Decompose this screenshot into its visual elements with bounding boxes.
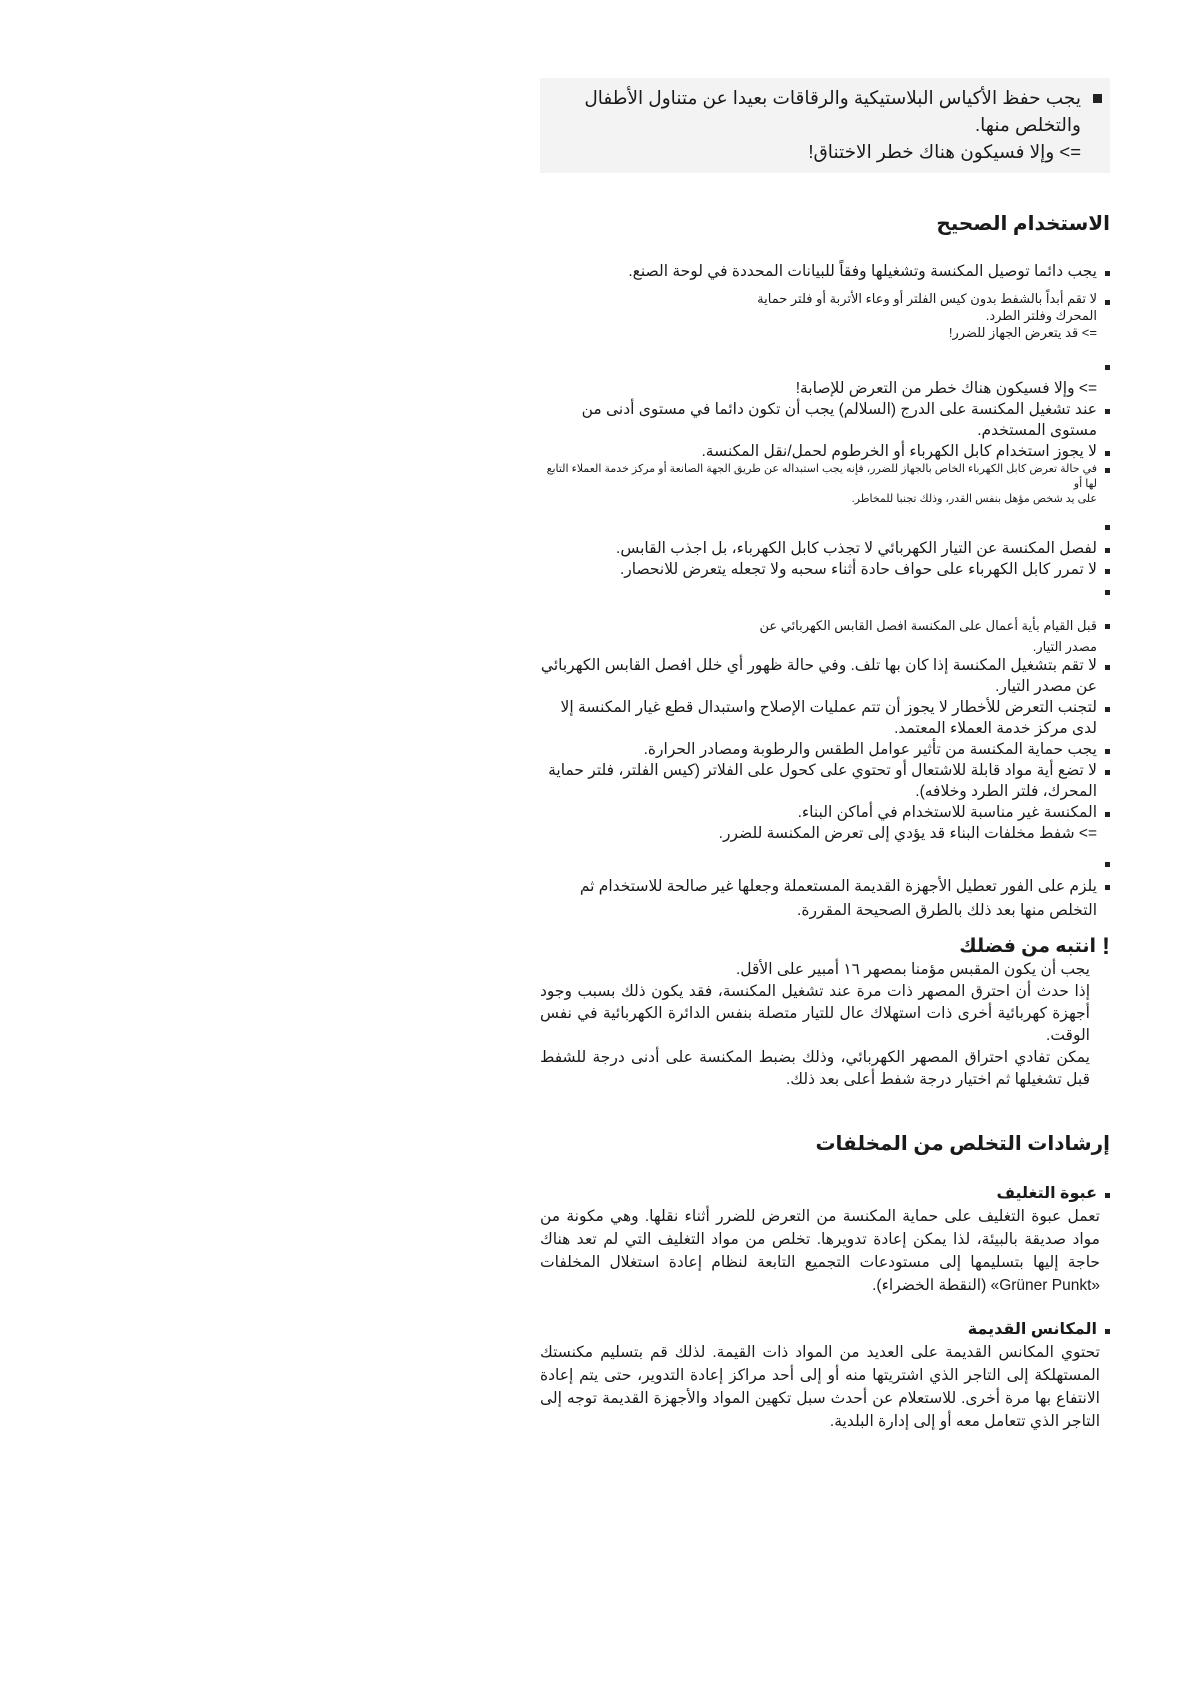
list-item-empty: [540, 580, 1110, 595]
list-item: لا تضع أية مواد قابلة للاشتعال أو تحتوي على كحول على الفلاتر (كيس الفلتر، فلتر حماية المحرك، فلتر الطرد وخلافه).: [540, 760, 1110, 802]
section-title-disposal: إرشادات التخلص من المخلفات: [815, 1133, 1110, 1155]
list-item: في حالة تعرض كابل الكهرباء الخاص بالجهاز للضرر، فإنه يجب استبداله عن طريق الجهة الصانعة أو مركز خدمة العملاء التابع لها أو على يد شخص مؤهل بنفس القدر، وذلك تجنبا للمخاطر.: [540, 462, 1110, 507]
list-item: لا تقم أبداً بالشفط بدون كيس الفلتر أو وعاء الأتربة أو فلتر حماية المحرك وفلتر الطرد. => قد يتعرض الجهاز للضرر!: [540, 290, 1110, 341]
packaging-title: عبوة التغليف: [996, 1185, 1097, 1202]
list-item: لتجنب التعرض للأخطار لا يجوز أن تتم عمليات الإصلاح واستبدال قطع غيار المكنسة إلا لدى مركز خدمة العملاء المعتمد.: [540, 697, 1110, 739]
warning-line-2: والتخلص منها.: [975, 114, 1081, 135]
disposal-packaging: [540, 1183, 1110, 1297]
packaging-text: تعمل عبوة التغليف على حماية المكنسة من التعرض للضرر أثناء نقلها. وهي مكونة من مواد صديقة بالبيئة، لذا يمكن إعادة تدويرها. تخلص من مواد التغليف التي لم تعد هناك حاجة إليها بتسليمها إلى مستودعات التجميع التابعة لنظام إعادة استغلال المخلفات «Grüner Punkt» (النقطة الخضراء).: [540, 1208, 1100, 1294]
manual-page-column: [540, 78, 1110, 1433]
bullet-icon: [1105, 468, 1110, 473]
bullet-icon: [1105, 885, 1110, 890]
list-item-empty: [540, 515, 1110, 530]
bullet-icon: [1105, 548, 1110, 553]
bullet-icon: [1105, 1329, 1110, 1334]
attention-paragraph: يمكن تفادي احتراق المصهر الكهربائي، وذلك بضبط المكنسة على أدنى درجة للشفط قبل تشغيلها ثم اختيار درجة شفط أعلى بعد ذلك.: [540, 1049, 1090, 1088]
list-item-continuation: => وإلا فسيكون هناك خطر من التعرض للإصابة!: [795, 380, 1097, 397]
child-safety-warning-box: [540, 78, 1110, 173]
correct-use-list: [540, 261, 1110, 923]
bullet-icon: [1105, 624, 1110, 629]
bullet-icon: [1105, 451, 1110, 456]
bullet-icon: [1105, 590, 1110, 595]
bullet-icon: [1105, 409, 1110, 414]
bullet-icon: [1105, 749, 1110, 754]
list-item: المكنسة غير مناسبة للاستخدام في أماكن البناء. => شفط مخلفات البناء قد يؤدي إلى تعرض المكنسة للضرر.: [540, 802, 1110, 844]
attention-notice: [540, 935, 1110, 1091]
bullet-icon: [1105, 525, 1110, 530]
list-item-empty: [540, 852, 1110, 867]
green-dot-brand: «Grüner Punkt» (النقطة الخضراء).: [872, 1277, 1100, 1294]
old-appliances-title: المكانس القديمة: [967, 1321, 1097, 1338]
bullet-icon: [1105, 770, 1110, 775]
bullet-icon: [1105, 707, 1110, 712]
list-item: يلزم على الفور تعطيل الأجهزة القديمة المستعملة وجعلها غير صالحة للاستخدام ثم التخلص منها بعد ذلك بالطرق الصحيحة المقررة.: [540, 875, 1110, 923]
list-item: عند تشغيل المكنسة على الدرج (السلالم) يجب أن تكون دائما في مستوى أدنى من مستوى المستخدم.: [540, 399, 1110, 441]
bullet-icon: [1105, 812, 1110, 817]
square-bullet-icon: [1093, 94, 1102, 103]
list-item: لا تمرر كابل الكهرباء على حواف حادة أثناء سحبه ولا تجعله يتعرض للانحصار.: [540, 559, 1110, 580]
disposal-old-appliances: [540, 1319, 1110, 1433]
section-title-correct-use: الاستخدام الصحيح: [936, 213, 1110, 235]
exclamation-icon: !: [1102, 933, 1110, 960]
bullet-icon: [1105, 271, 1110, 276]
bullet-icon: [1105, 1193, 1110, 1198]
old-appliances-text: تحتوي المكانس القديمة على العديد من المواد ذات القيمة. لذلك قم بتسليم مكنستك المستهلكة إلى التاجر الذي اشتريتها منه أو إلى أحد مراكز إعادة التدوير، حتى يتم إعادة الانتفاع بها مرة أخرى. للاستعلام عن أحدث سبل تكهين المواد والأجهزة القديمة توجه إلى التاجر الذي تتعامل معه أو إلى إدارة البلدية.: [540, 1344, 1100, 1430]
list-item: لفصل المكنسة عن التيار الكهربائي لا تجذب كابل الكهرباء، بل اجذب القابس.: [540, 538, 1110, 559]
attention-paragraph: يجب أن يكون المقبس مؤمنا بمصهر ١٦ أمبير على الأقل.: [735, 961, 1090, 978]
attention-title: انتبه من فضلك: [959, 936, 1096, 957]
bullet-icon: [1105, 365, 1110, 370]
bullet-icon: [1105, 300, 1110, 305]
list-item: يجب حماية المكنسة من تأثير عوامل الطقس والرطوبة ومصادر الحرارة.: [540, 739, 1110, 760]
warning-line-3: => وإلا فسيكون هناك خطر الاختناق!: [808, 141, 1081, 162]
list-item: يجب دائما توصيل المكنسة وتشغيلها وفقاً للبيانات المحددة في لوحة الصنع.: [540, 261, 1110, 282]
list-item: لا تقم بتشغيل المكنسة إذا كان بها تلف. وفي حالة ظهور أي خلل افصل القابس الكهربائي عن مصدر التيار.: [540, 655, 1110, 697]
attention-paragraph: إذا حدث أن احترق المصهر ذات مرة عند تشغيل المكنسة، فقد يكون ذلك بسبب وجود أجهزة كهربائية أخرى ذات استهلاك عال للتيار متصلة بنفس الدائرة الكهربائية في نفس الوقت.: [540, 983, 1090, 1044]
list-item: لا يجوز استخدام كابل الكهرباء أو الخرطوم لحمل/نقل المكنسة.: [540, 441, 1110, 462]
list-item-empty: [540, 355, 1110, 370]
bullet-icon: [1105, 665, 1110, 670]
list-item: قبل القيام بأية أعمال على المكنسة افصل القابس الكهربائي عن مصدر التيار.: [540, 617, 1110, 655]
bullet-icon: [1105, 862, 1110, 867]
bullet-icon: [1105, 569, 1110, 574]
warning-line-1: يجب حفظ الأكياس البلاستيكية والرقاقات بعيدا عن متناول الأطفال: [584, 87, 1081, 108]
